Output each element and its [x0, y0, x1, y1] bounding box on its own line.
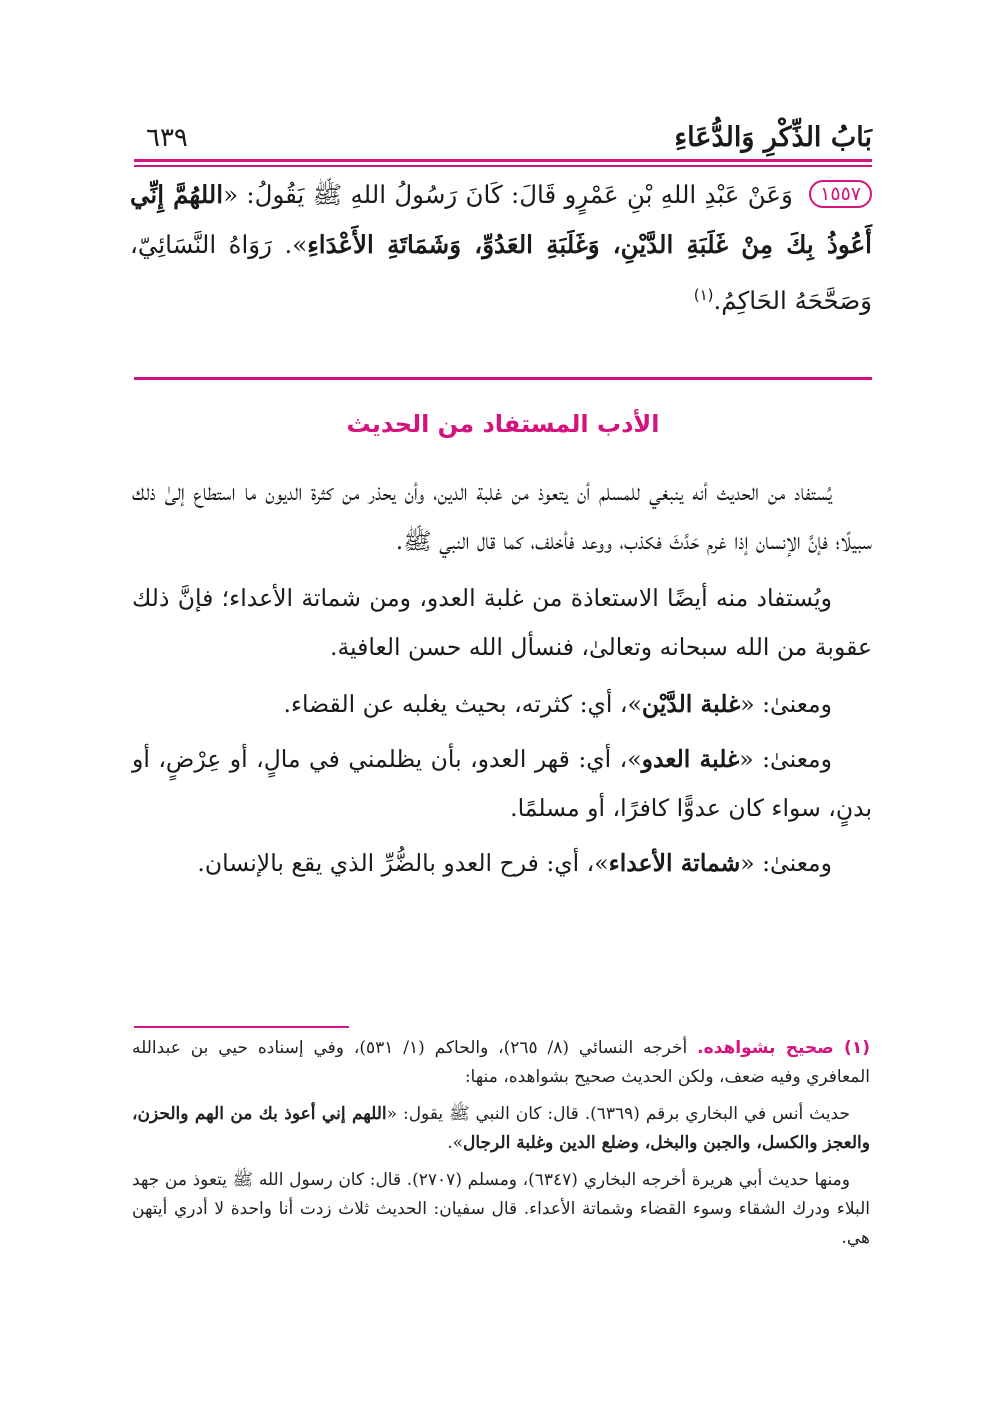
footnote-text: ».: [447, 1133, 464, 1153]
definition-prefix: ومعنىٰ: «: [739, 745, 832, 773]
definition-text: »، أي: فرح العدو بالضُّرِّ الذي يقع بالإنسان.: [197, 849, 609, 877]
page-number: ٦٣٩: [146, 123, 188, 153]
defined-term: شماتة الأعداء: [608, 849, 741, 877]
footnote-evidence-1: [132, 1100, 870, 1158]
footnotes: [132, 1034, 870, 1261]
hadith-intro: وَعَنْ عَبْدِ اللهِ بْنِ عَمْرٍو قَالَ: كَانَ رَسُولُ اللهِ ﷺ يَقُولُ: «: [223, 180, 793, 209]
defined-term: غلبة الدَّيْن: [641, 690, 741, 718]
definition-debt: [132, 680, 872, 729]
footnote-rule: [134, 1026, 349, 1028]
definition-text: »، أي: قهر العدو، بأن يظلمني في مالٍ، أو عِرْضٍ، أو بدنٍ، سواء كان عدوًّا كافرًا، أو مسلمًا.: [132, 745, 872, 822]
defined-term: غلبة العدو: [641, 745, 740, 773]
hadith-outro: ». رَوَاهُ النَّسَائِيّ، وَصَحَّحَهُ الحَاكِمُ.: [130, 230, 872, 316]
footnote-text: أخرجه النسائي (٨/ ٢٦٥)، والحاكم (١/ ٥٣١)، وفي إسناده حيي بن عبدالله المعافري وفيه ضعف، ولكن الحديث صحيح بشواهده، منها:: [132, 1038, 870, 1087]
footnote-evidence-2: ومنها حديث أبي هريرة أخرجه البخاري (٦٣٤٧)، ومسلم (٢٧٠٧). قال: كان رسول الله ﷺ يتعوذ من جهد البلاء ودرك الشقاء وسوء القضاء وشماتة الأعداء. قال سفيان: الحديث ثلاث زدت أنا واحدة لا أدري أيتهن هي.: [132, 1170, 870, 1248]
header-rule-bottom: [134, 165, 872, 167]
hadith-block: [130, 170, 872, 326]
definition-enemy: [132, 735, 872, 833]
definition-prefix: ومعنىٰ: «: [740, 690, 832, 718]
section-divider: [134, 377, 872, 380]
definition-gloating: [132, 839, 872, 888]
page-header: [134, 118, 872, 158]
section-heading: الأدب المستفاد من الحديث: [346, 410, 660, 438]
commentary: [132, 468, 872, 894]
footnote-reference[interactable]: (١): [693, 286, 714, 304]
paragraph: ويُستفاد منه أيضًا الاستعاذة من غلبة العدو، ومن شماتة الأعداء؛ فإنَّ ذلك عقوبة من الله سبحانه وتعالىٰ، فنسأل الله حسن العافية.: [132, 584, 872, 661]
definition-prefix: ومعنىٰ: «: [740, 849, 832, 877]
footnote-label: (١) صحيح بشواهده.: [697, 1038, 870, 1058]
footnote-text: حديث أنس في البخاري برقم (٦٣٦٩). قال: كان النبي ﷺ يقول: «: [386, 1104, 850, 1124]
chapter-title: بَابُ الذِّكْرِ وَالدُّعَاءِ: [674, 122, 872, 153]
definition-text: »، أي: كثرته، بحيث يغلبه عن القضاء.: [283, 690, 642, 718]
hadith-number-badge: ١٥٥٧: [809, 180, 872, 208]
paragraph: يُستفاد من الحديث أنه ينبغي للمسلم أن يتعوذ من غلبة الدين، وأن يحذر من كثرة الديون ما استطاع إلىٰ ذلك سبيلًا؛ فإنَّ الإنسان إذا غرم حَدَّثَ فكذب، ووعد فأخلف، كما قال النبي ﷺ.: [132, 478, 872, 555]
header-rule-top: [134, 159, 872, 162]
footnote-quote: اللهم إني أعوذ بك من الهم والحزن، والعجز والكسل، والجبن والبخل، وضلع الدين وغلبة الرجال: [132, 1104, 870, 1153]
footnote-1: [132, 1034, 870, 1092]
hadith-supplication: اللهُمَّ إِنِّي أَعُوذُ بِكَ مِنْ غَلَبَةِ الدَّيْنِ، وَغَلَبَةِ العَدُوِّ، وَشَمَاتَةِ الأَعْدَاءِ: [130, 180, 872, 259]
